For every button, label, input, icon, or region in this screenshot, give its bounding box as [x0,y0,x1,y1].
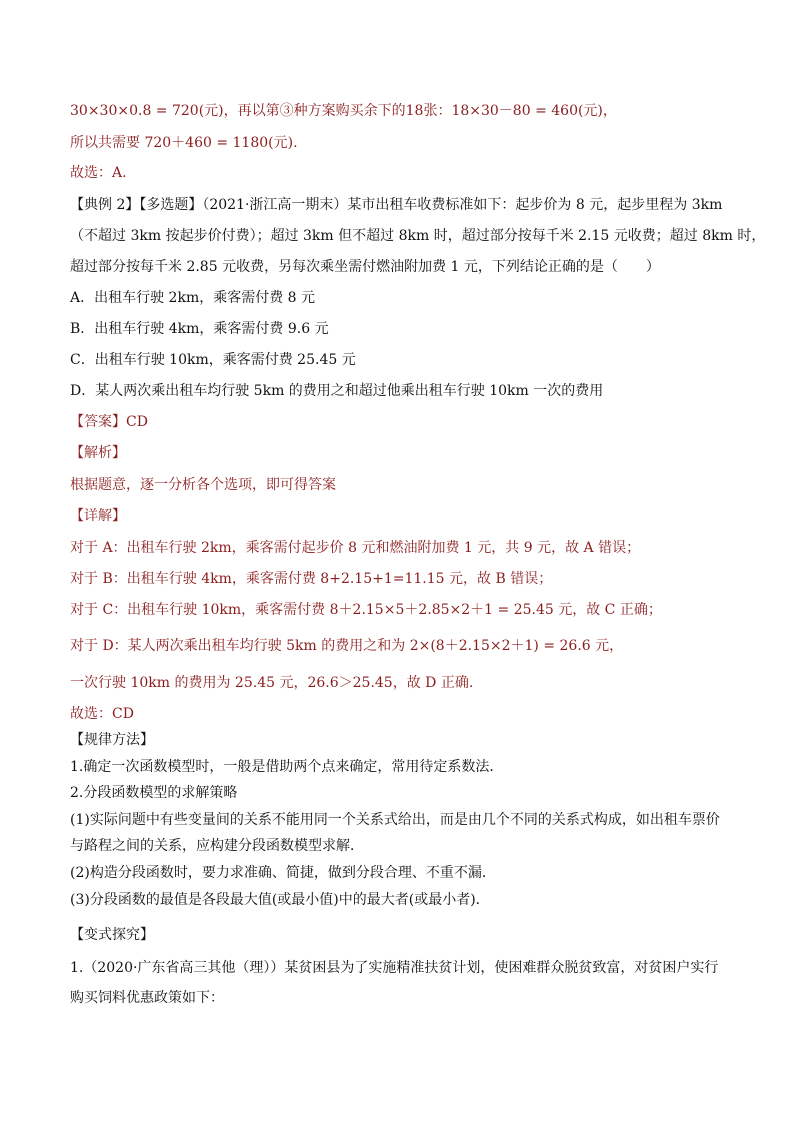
variant-line-2: 购买饲料优惠政策如下： [70,990,224,1006]
example2-line-3: 超过部分按每千米 2.85 元收费，另每次乘坐需付燃油附加费 1 元，下列结论正确的是（ ） [70,259,660,275]
detail-label: 【详解】 [70,508,126,524]
method-item-5: (3)分段函数的最值是各段最大值(或最小值)中的最大者(或最小者)． [70,892,490,908]
method-label: 【规律方法】 [70,732,154,748]
option-d: D．某人两次乘出租车均行驶 5km 的费用之和超过他乘出租车行驶 10km 一次的费用 [70,383,604,399]
variant-line-1: 1.（2020·广东省高三其他（理））某贫困县为了实施精准扶贫计划，使困难群众脱贫致富，对贫困户实行 [70,960,719,976]
method-item-3: (1)实际问题中有些变量间的关系不能用同一个关系式给出，而是由几个不同的关系式构成，如出租车票价 [70,812,720,828]
analysis-text: 根据题意，逐一分析各个选项，即可得答案 [70,477,336,493]
detail-d-conclusion: 一次行驶 10km 的费用为 25.45 元，26.6＞25.45，故 D 正确. [70,675,474,691]
prev-solution-answer: 故选：A. [70,165,127,181]
example2-line-2: （不超过 3km 按起步价付费）；超过 3km 但不超过 8km 时，超过部分按每千米 2.15 元收费；超过 8km 时， [70,228,766,244]
detail-b: 对于 B：出租车行驶 4km，乘客需付费 8+2.15+1=11.15 元，故 B 错误； [70,571,553,587]
option-b: B．出租车行驶 4km，乘客需付费 9.6 元 [70,321,329,337]
analysis-label: 【解析】 [70,445,126,461]
variant-label: 【变式探究】 [70,927,154,943]
detail-d: 对于 D：某人两次乘出租车均行驶 5km 的费用之和为 2×(8＋2.15×2＋1) = 26.6 元， [70,638,624,654]
final-answer: 故选：CD [70,706,134,722]
answer-label: 【答案】CD [70,414,148,430]
option-a: A．出租车行驶 2km，乘客需付费 8 元 [70,290,316,306]
example2-header: 【典例 2】【多选题】（2021·浙江高一期末）某市出租车收费标准如下：起步价为 8 元，起步里程为 3km [70,197,723,213]
option-c: C．出租车行驶 10km，乘客需付费 25.45 元 [70,352,356,368]
method-item-3-cont: 与路程之间的关系，应构建分段函数模型求解． [70,838,364,854]
detail-c: 对于 C：出租车行驶 10km，乘客需付费 8＋2.15×5＋2.85×2＋1 = 25.45 元，故 C 正确； [70,602,662,618]
method-item-2: 2.分段函数模型的求解策略 [70,785,238,801]
prev-solution-line-1: 30×30×0.8 = 720(元)，再以第③种方案购买余下的18张：18×30－80 = 460(元)， [70,103,617,119]
method-item-1: 1.确定一次函数模型时，一般是借助两个点来确定，常用待定系数法． [70,759,504,775]
prev-solution-line-2: 所以共需要 720＋460 = 1180(元). [70,135,298,151]
detail-a: 对于 A：出租车行驶 2km，乘客需付起步价 8 元和燃油附加费 1 元，共 9 元，故 A 错误； [70,540,641,556]
method-item-4: (2)构造分段函数时，要力求准确、简捷，做到分段合理、不重不漏． [70,865,496,881]
